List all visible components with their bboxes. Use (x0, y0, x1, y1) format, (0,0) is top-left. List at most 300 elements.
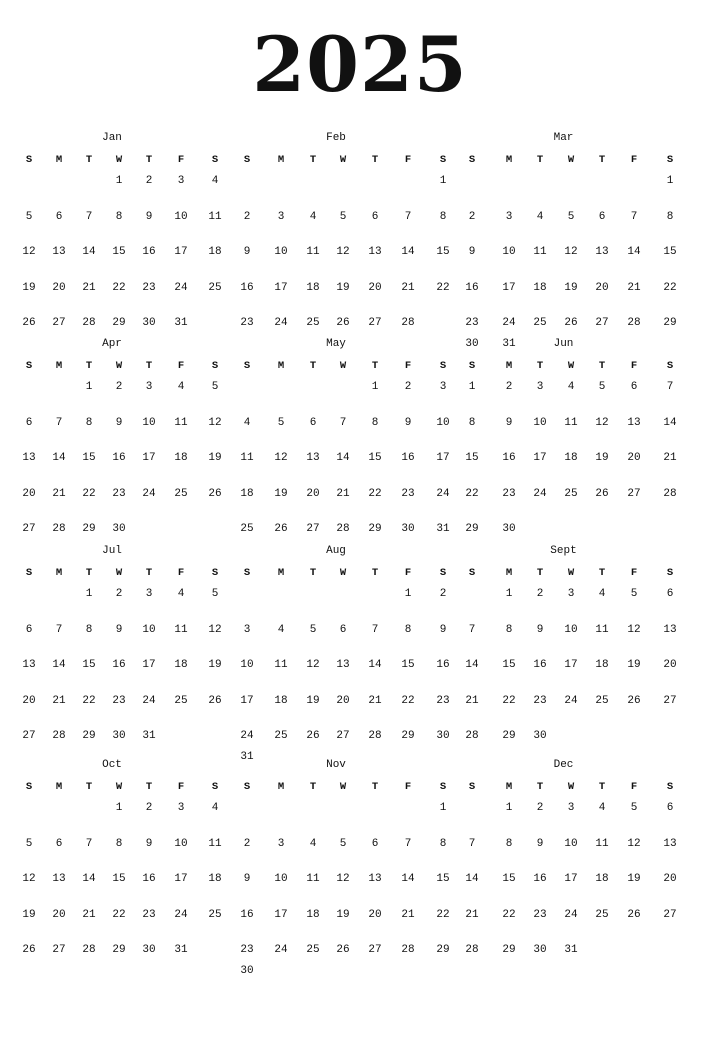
day-cell: 4 (177, 381, 185, 393)
day-cell: 4 (277, 623, 285, 636)
day-cell: 16 (142, 246, 156, 258)
weekday-header: S (439, 154, 447, 166)
day-cell: 2 (115, 588, 123, 600)
day-cell: 20 (663, 659, 677, 671)
day-cell: 9 (468, 246, 476, 258)
day-cell: 12 (306, 659, 320, 671)
weekday-header: M (55, 360, 63, 372)
day-cell: 12 (274, 452, 288, 464)
day-cell: 30 (465, 338, 479, 350)
day-cell: 28 (368, 730, 382, 742)
day-cell: 24 (533, 487, 547, 500)
day-cell: 23 (240, 317, 254, 329)
day-cell: 14 (401, 246, 415, 258)
weekday-header: S (468, 781, 476, 793)
weekday-header: T (598, 154, 606, 166)
day-cell: 27 (306, 523, 320, 535)
day-cell: 17 (174, 246, 188, 258)
day-cell: 5 (598, 381, 606, 393)
day-cell: 10 (564, 837, 578, 850)
day-cell: 5 (277, 416, 285, 429)
weekday-header: S (666, 567, 674, 579)
day-cell: 13 (336, 659, 350, 671)
weekday-header: T (145, 781, 153, 793)
day-cell: 13 (368, 873, 382, 885)
day-cell: 8 (85, 623, 93, 636)
day-cell: 5 (630, 588, 638, 600)
day-cell: 10 (240, 659, 254, 671)
day-cell: 15 (663, 246, 677, 258)
weekday-header: F (404, 781, 412, 793)
day-cell: 20 (368, 281, 382, 294)
day-cell: 30 (502, 523, 516, 535)
day-cell: 9 (404, 416, 412, 429)
day-cell: 19 (22, 281, 36, 294)
day-cell: 27 (52, 317, 66, 329)
day-cell: 4 (211, 802, 219, 814)
day-cell: 8 (371, 416, 379, 429)
day-cell: 27 (627, 487, 641, 500)
day-cell: 27 (368, 944, 382, 956)
day-cell: 2 (536, 802, 544, 814)
day-cell: 25 (208, 281, 222, 294)
day-cell: 11 (306, 873, 320, 885)
day-cell: 23 (401, 487, 415, 500)
weekday-header: T (309, 781, 317, 793)
day-cell: 7 (85, 210, 93, 223)
day-cell: 11 (274, 659, 288, 671)
day-cell: 20 (22, 487, 36, 500)
day-cell: 9 (115, 623, 123, 636)
day-cell: 7 (666, 381, 674, 393)
day-cell: 7 (468, 623, 476, 636)
weekday-header: S (211, 360, 219, 372)
day-cell: 26 (208, 694, 222, 707)
day-cell: 24 (274, 944, 288, 956)
day-cell: 12 (22, 873, 36, 885)
day-cell: 14 (465, 873, 479, 885)
day-cell: 14 (82, 246, 96, 258)
weekday-header: T (598, 360, 606, 372)
day-cell: 28 (52, 523, 66, 535)
weekday-header: S (468, 360, 476, 372)
day-cell: 19 (336, 281, 350, 294)
day-cell: 19 (627, 659, 641, 671)
day-cell: 17 (564, 659, 578, 671)
day-cell: 5 (339, 210, 347, 223)
weekday-header: T (309, 567, 317, 579)
day-cell: 21 (82, 281, 96, 294)
weekday-header: F (630, 154, 638, 166)
weekday-header: F (177, 154, 185, 166)
day-cell: 11 (174, 623, 188, 636)
day-cell: 24 (240, 730, 254, 742)
day-cell: 21 (82, 908, 96, 921)
day-cell: 3 (177, 802, 185, 814)
day-cell: 12 (208, 416, 222, 429)
day-cell: 4 (309, 210, 317, 223)
day-cell: 28 (401, 317, 415, 329)
day-cell: 18 (533, 281, 547, 294)
day-cell: 3 (277, 837, 285, 850)
day-cell: 29 (502, 944, 516, 956)
day-cell: 13 (22, 659, 36, 671)
day-cell: 13 (52, 246, 66, 258)
day-cell: 14 (368, 659, 382, 671)
day-cell: 16 (533, 873, 547, 885)
month-name: Jun (553, 338, 574, 350)
day-cell: 28 (627, 317, 641, 329)
day-cell: 1 (439, 802, 447, 814)
weekday-header: W (567, 567, 575, 579)
day-cell: 5 (211, 381, 219, 393)
day-cell: 26 (306, 730, 320, 742)
day-cell: 6 (371, 210, 379, 223)
day-cell: 17 (240, 694, 254, 707)
day-cell: 11 (595, 837, 609, 850)
day-cell: 16 (533, 659, 547, 671)
day-cell: 22 (436, 281, 450, 294)
day-cell: 21 (663, 452, 677, 464)
weekday-header: S (666, 781, 674, 793)
day-cell: 2 (404, 381, 412, 393)
day-cell: 17 (502, 281, 516, 294)
month-name: Jan (102, 132, 122, 144)
day-cell: 16 (112, 452, 126, 464)
day-cell: 14 (465, 659, 479, 671)
day-cell: 16 (112, 659, 126, 671)
weekday-header: T (145, 567, 153, 579)
day-cell: 6 (25, 623, 33, 636)
weekday-header: S (243, 781, 251, 793)
day-cell: 10 (142, 623, 156, 636)
day-cell: 2 (243, 210, 251, 223)
day-cell: 15 (436, 873, 450, 885)
day-cell: 25 (533, 317, 547, 329)
day-cell: 15 (465, 452, 479, 464)
day-cell: 15 (502, 873, 516, 885)
weekday-header: M (277, 154, 285, 166)
day-cell: 15 (401, 659, 415, 671)
day-cell: 5 (630, 802, 638, 814)
weekday-header: F (177, 781, 185, 793)
day-cell: 21 (336, 487, 350, 500)
day-cell: 20 (368, 908, 382, 921)
day-cell: 14 (82, 873, 96, 885)
day-cell: 7 (85, 837, 93, 850)
day-cell: 21 (52, 694, 66, 707)
day-cell: 27 (336, 730, 350, 742)
day-cell: 27 (22, 730, 36, 742)
day-cell: 22 (112, 281, 126, 294)
day-cell: 3 (277, 210, 285, 223)
day-cell: 15 (502, 659, 516, 671)
day-cell: 10 (533, 416, 547, 429)
day-cell: 28 (465, 730, 479, 742)
day-cell: 28 (82, 944, 96, 956)
day-cell: 6 (371, 837, 379, 850)
weekday-header: S (468, 567, 476, 579)
day-cell: 30 (142, 317, 156, 329)
day-cell: 12 (564, 246, 578, 258)
day-cell: 8 (468, 416, 476, 429)
weekday-header: S (666, 360, 674, 372)
day-cell: 6 (55, 837, 63, 850)
day-cell: 13 (52, 873, 66, 885)
weekday-header: F (177, 360, 185, 372)
day-cell: 18 (306, 908, 320, 921)
day-cell: 12 (336, 873, 350, 885)
day-cell: 14 (663, 416, 677, 429)
day-cell: 17 (274, 908, 288, 921)
day-cell: 11 (174, 416, 188, 429)
weekday-header: W (115, 781, 123, 793)
day-cell: 1 (505, 802, 513, 814)
day-cell: 19 (336, 908, 350, 921)
day-cell: 13 (663, 837, 677, 850)
day-cell: 19 (306, 694, 320, 707)
day-cell: 20 (627, 452, 641, 464)
day-cell: 4 (598, 588, 606, 600)
day-cell: 15 (112, 246, 126, 258)
day-cell: 26 (274, 523, 288, 535)
day-cell: 3 (439, 381, 447, 393)
day-cell: 13 (368, 246, 382, 258)
day-cell: 28 (52, 730, 66, 742)
day-cell: 1 (468, 381, 476, 393)
day-cell: 11 (564, 416, 578, 429)
day-cell: 10 (174, 210, 188, 223)
weekday-header: M (55, 781, 63, 793)
day-cell: 24 (174, 281, 188, 294)
day-cell: 29 (82, 730, 96, 742)
weekday-header: F (404, 360, 412, 372)
day-cell: 11 (306, 246, 320, 258)
day-cell: 31 (502, 338, 516, 350)
day-cell: 26 (627, 694, 641, 707)
day-cell: 12 (22, 246, 36, 258)
day-cell: 28 (663, 487, 677, 500)
day-cell: 14 (336, 452, 350, 464)
weekday-header: S (243, 360, 251, 372)
day-cell: 25 (208, 908, 222, 921)
day-cell: 20 (663, 873, 677, 885)
day-cell: 19 (627, 873, 641, 885)
day-cell: 14 (52, 659, 66, 671)
day-cell: 24 (142, 487, 156, 500)
month-name: Sept (550, 545, 577, 557)
day-cell: 16 (142, 873, 156, 885)
day-cell: 8 (439, 210, 447, 223)
day-cell: 15 (112, 873, 126, 885)
day-cell: 10 (142, 416, 156, 429)
day-cell: 7 (339, 416, 347, 429)
day-cell: 17 (564, 873, 578, 885)
day-cell: 23 (465, 317, 479, 329)
day-cell: 22 (82, 487, 96, 500)
day-cell: 4 (536, 210, 544, 223)
day-cell: 26 (336, 317, 350, 329)
day-cell: 30 (401, 523, 415, 535)
day-cell: 17 (142, 452, 156, 464)
day-cell: 21 (401, 281, 415, 294)
day-cell: 27 (595, 317, 609, 329)
weekday-header: M (277, 781, 285, 793)
month-name: Jul (102, 545, 122, 557)
day-cell: 29 (112, 317, 126, 329)
day-cell: 18 (595, 873, 609, 885)
day-cell: 7 (630, 210, 638, 223)
day-cell: 21 (465, 694, 479, 707)
day-cell: 28 (465, 944, 479, 956)
weekday-header: T (371, 154, 379, 166)
weekday-header: M (505, 360, 513, 372)
day-cell: 2 (145, 175, 153, 187)
day-cell: 7 (468, 837, 476, 850)
weekday-header: S (211, 154, 219, 166)
day-cell: 9 (243, 873, 251, 885)
day-cell: 22 (502, 908, 516, 921)
day-cell: 12 (208, 623, 222, 636)
day-cell: 17 (174, 873, 188, 885)
day-cell: 16 (436, 659, 450, 671)
day-cell: 10 (174, 837, 188, 850)
day-cell: 3 (536, 381, 544, 393)
day-cell: 3 (505, 210, 513, 223)
month-name: Oct (102, 759, 122, 771)
day-cell: 29 (663, 317, 677, 329)
day-cell: 19 (208, 452, 222, 464)
weekday-header: W (115, 360, 123, 372)
weekday-header: T (536, 781, 544, 793)
day-cell: 9 (439, 623, 447, 636)
weekday-header: S (243, 154, 251, 166)
day-cell: 3 (145, 381, 153, 393)
day-cell: 27 (663, 694, 677, 707)
weekday-header: F (630, 360, 638, 372)
day-cell: 17 (436, 452, 450, 464)
day-cell: 1 (115, 175, 123, 187)
day-cell: 31 (142, 730, 156, 742)
day-cell: 28 (401, 944, 415, 956)
day-cell: 7 (404, 210, 412, 223)
day-cell: 12 (595, 416, 609, 429)
day-cell: 2 (145, 802, 153, 814)
day-cell: 23 (240, 944, 254, 956)
day-cell: 25 (595, 694, 609, 707)
day-cell: 14 (627, 246, 641, 258)
day-cell: 24 (274, 317, 288, 329)
weekday-header: S (25, 360, 33, 372)
weekday-header: S (439, 781, 447, 793)
day-cell: 6 (666, 588, 674, 600)
day-cell: 1 (404, 588, 412, 600)
month-name: Nov (326, 759, 346, 771)
day-cell: 21 (368, 694, 382, 707)
weekday-header: M (277, 567, 285, 579)
weekday-header: W (339, 360, 347, 372)
day-cell: 30 (112, 523, 126, 535)
day-cell: 25 (306, 317, 320, 329)
day-cell: 16 (401, 452, 415, 464)
day-cell: 7 (55, 416, 63, 429)
day-cell: 21 (401, 908, 415, 921)
day-cell: 18 (306, 281, 320, 294)
day-cell: 5 (309, 623, 317, 636)
weekday-header: T (85, 360, 93, 372)
day-cell: 6 (666, 802, 674, 814)
day-cell: 22 (436, 908, 450, 921)
day-cell: 22 (502, 694, 516, 707)
day-cell: 10 (274, 246, 288, 258)
day-cell: 1 (115, 802, 123, 814)
day-cell: 2 (439, 588, 447, 600)
weekday-header: T (536, 154, 544, 166)
day-cell: 2 (505, 381, 513, 393)
weekday-header: T (85, 154, 93, 166)
day-cell: 1 (371, 381, 379, 393)
day-cell: 31 (436, 523, 450, 535)
day-cell: 4 (243, 416, 251, 429)
weekday-header: S (211, 567, 219, 579)
weekday-header: M (55, 567, 63, 579)
weekday-header: W (115, 567, 123, 579)
day-cell: 28 (82, 317, 96, 329)
day-cell: 15 (436, 246, 450, 258)
day-cell: 6 (55, 210, 63, 223)
day-cell: 15 (82, 659, 96, 671)
day-cell: 22 (112, 908, 126, 921)
weekday-header: T (309, 154, 317, 166)
weekday-header: S (25, 567, 33, 579)
day-cell: 14 (52, 452, 66, 464)
day-cell: 4 (211, 175, 219, 187)
day-cell: 25 (174, 487, 188, 500)
day-cell: 19 (208, 659, 222, 671)
day-cell: 3 (567, 588, 575, 600)
day-cell: 18 (274, 694, 288, 707)
day-cell: 29 (82, 523, 96, 535)
day-cell: 24 (174, 908, 188, 921)
day-cell: 18 (595, 659, 609, 671)
day-cell: 18 (240, 487, 254, 500)
day-cell: 8 (666, 210, 674, 223)
day-cell: 31 (174, 317, 188, 329)
day-cell: 24 (564, 908, 578, 921)
day-cell: 17 (274, 281, 288, 294)
day-cell: 13 (22, 452, 36, 464)
day-cell: 31 (564, 944, 578, 956)
weekday-header: S (211, 781, 219, 793)
month-name: Aug (326, 545, 346, 557)
day-cell: 26 (336, 944, 350, 956)
day-cell: 25 (595, 908, 609, 921)
day-cell: 18 (208, 873, 222, 885)
day-cell: 4 (309, 837, 317, 850)
weekday-header: S (25, 154, 33, 166)
day-cell: 3 (567, 802, 575, 814)
day-cell: 30 (533, 944, 547, 956)
day-cell: 15 (82, 452, 96, 464)
day-cell: 23 (533, 908, 547, 921)
day-cell: 5 (25, 837, 33, 850)
day-cell: 3 (243, 623, 251, 636)
day-cell: 8 (85, 416, 93, 429)
day-cell: 22 (368, 487, 382, 500)
day-cell: 9 (145, 837, 153, 850)
day-cell: 29 (112, 944, 126, 956)
day-cell: 1 (85, 588, 93, 600)
